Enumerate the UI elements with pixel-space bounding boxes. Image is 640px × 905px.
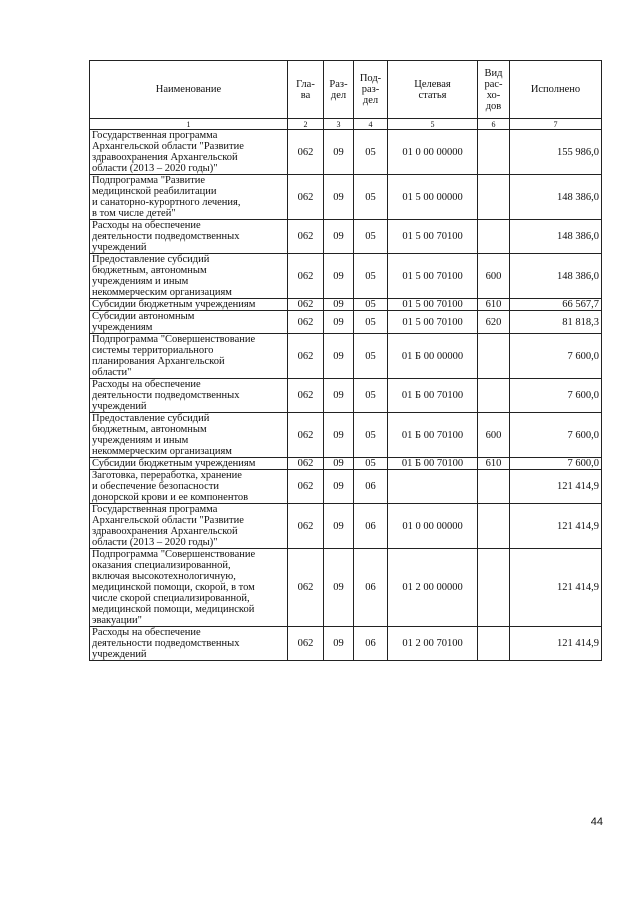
cell-amount: 121 414,9	[510, 470, 602, 504]
cell-glava: 062	[288, 299, 324, 311]
cell-target: 01 Б 00 70100	[388, 458, 478, 470]
cell-name: Расходы на обеспечение деятельности подведомственных учреждений	[90, 627, 288, 661]
column-number: 7	[510, 119, 602, 130]
cell-podrazdel: 05	[354, 130, 388, 175]
cell-target: 01 5 00 00000	[388, 175, 478, 220]
cell-name: Субсидии автономным учреждениям	[90, 311, 288, 334]
table-row	[90, 334, 602, 379]
cell-name: Предоставление субсидий бюджетным, автономным учреждениям и иным некоммерческим организациям	[90, 254, 288, 299]
cell-razdel: 09	[324, 458, 354, 470]
cell-vid: 620	[478, 311, 510, 334]
cell-target: 01 5 00 70100	[388, 254, 478, 299]
cell-podrazdel: 05	[354, 334, 388, 379]
cell-vid	[478, 549, 510, 627]
cell-razdel: 09	[324, 311, 354, 334]
header-target-text: Целевая статья	[414, 78, 451, 101]
cell-podrazdel: 05	[354, 254, 388, 299]
cell-name: Подпрограмма "Совершенствование оказания специализированной, включая высокотехнологичную, медицинской помощи, скорой, в том числе скорой специализированной, медицинской помощи, медицинской эвакуации"	[90, 549, 288, 627]
cell-target: 01 0 00 00000	[388, 130, 478, 175]
cell-glava: 062	[288, 379, 324, 413]
cell-amount: 148 386,0	[510, 175, 602, 220]
cell-glava: 062	[288, 413, 324, 458]
cell-vid	[478, 504, 510, 549]
table-row	[90, 458, 602, 470]
column-number: 5	[388, 119, 478, 130]
cell-glava: 062	[288, 458, 324, 470]
cell-razdel: 09	[324, 504, 354, 549]
table-row	[90, 311, 602, 334]
table-row	[90, 379, 602, 413]
cell-vid	[478, 334, 510, 379]
page-number: 44	[590, 816, 603, 828]
cell-name: Предоставление субсидий бюджетным, автономным учреждениям и иным некоммерческим организациям	[90, 413, 288, 458]
cell-name: Расходы на обеспечение деятельности подведомственных учреждений	[90, 379, 288, 413]
cell-target: 01 2 00 70100	[388, 627, 478, 661]
cell-vid	[478, 220, 510, 254]
table-row	[90, 175, 602, 220]
cell-razdel: 09	[324, 334, 354, 379]
cell-target: 01 5 00 70100	[388, 311, 478, 334]
cell-target	[388, 470, 478, 504]
column-number: 6	[478, 119, 510, 130]
cell-amount: 155 986,0	[510, 130, 602, 175]
cell-vid: 600	[478, 254, 510, 299]
cell-amount: 66 567,7	[510, 299, 602, 311]
cell-glava: 062	[288, 504, 324, 549]
cell-target: 01 5 00 70100	[388, 299, 478, 311]
cell-razdel: 09	[324, 220, 354, 254]
cell-vid	[478, 379, 510, 413]
cell-target: 01 0 00 00000	[388, 504, 478, 549]
header-glava-text: Гла- ва	[296, 78, 315, 101]
cell-razdel: 09	[324, 549, 354, 627]
cell-podrazdel: 06	[354, 627, 388, 661]
table-row	[90, 413, 602, 458]
cell-name: Субсидии бюджетным учреждениям	[90, 458, 288, 470]
header-razdel	[324, 61, 354, 119]
cell-vid	[478, 175, 510, 220]
cell-target: 01 Б 00 70100	[388, 379, 478, 413]
cell-target: 01 2 00 00000	[388, 549, 478, 627]
cell-amount: 121 414,9	[510, 504, 602, 549]
cell-razdel: 09	[324, 379, 354, 413]
table-row	[90, 220, 602, 254]
header-podrazdel	[354, 61, 388, 119]
cell-amount: 7 600,0	[510, 334, 602, 379]
cell-target: 01 5 00 70100	[388, 220, 478, 254]
cell-podrazdel: 05	[354, 220, 388, 254]
header-target	[388, 61, 478, 119]
cell-name: Государственная программа Архангельской области "Развитие здравоохранения Архангельской области (2013 – 2020 годы)"	[90, 504, 288, 549]
cell-glava: 062	[288, 130, 324, 175]
cell-vid	[478, 627, 510, 661]
header-executed	[510, 61, 602, 119]
cell-glava: 062	[288, 334, 324, 379]
cell-vid: 600	[478, 413, 510, 458]
table-row	[90, 470, 602, 504]
cell-name: Заготовка, переработка, хранение и обеспечение безопасности донорской крови и ее компонентов	[90, 470, 288, 504]
cell-target: 01 Б 00 70100	[388, 413, 478, 458]
cell-name: Субсидии бюджетным учреждениям	[90, 299, 288, 311]
column-number: 3	[324, 119, 354, 130]
table-body	[90, 130, 602, 661]
cell-vid	[478, 470, 510, 504]
table-row	[90, 130, 602, 175]
table-row	[90, 299, 602, 311]
header-name-text: Наименование	[155, 84, 222, 95]
cell-name: Государственная программа Архангельской области "Развитие здравоохранения Архангельской области (2013 – 2020 годы)"	[90, 130, 288, 175]
cell-amount: 148 386,0	[510, 220, 602, 254]
table-row	[90, 504, 602, 549]
header-vid-text: Вид рас- хо- дов	[484, 67, 503, 112]
header-podrazdel-text: Под- раз- дел	[359, 73, 382, 106]
cell-razdel: 09	[324, 299, 354, 311]
cell-podrazdel: 05	[354, 299, 388, 311]
cell-amount: 121 414,9	[510, 627, 602, 661]
cell-vid	[478, 130, 510, 175]
cell-name: Расходы на обеспечение деятельности подведомственных учреждений	[90, 220, 288, 254]
header-vid	[478, 61, 510, 119]
header-name	[90, 61, 288, 119]
cell-glava: 062	[288, 220, 324, 254]
cell-name: Подпрограмма "Развитие медицинской реабилитации и санаторно-курортного лечения, в том числе детей"	[90, 175, 288, 220]
table-row	[90, 549, 602, 627]
cell-podrazdel: 06	[354, 470, 388, 504]
cell-glava: 062	[288, 627, 324, 661]
column-number: 1	[90, 119, 288, 130]
budget-table	[89, 60, 602, 661]
cell-glava: 062	[288, 254, 324, 299]
header-glava	[288, 61, 324, 119]
cell-glava: 062	[288, 175, 324, 220]
cell-razdel: 09	[324, 413, 354, 458]
cell-podrazdel: 06	[354, 549, 388, 627]
table-row	[90, 627, 602, 661]
cell-podrazdel: 05	[354, 413, 388, 458]
column-number: 2	[288, 119, 324, 130]
cell-vid: 610	[478, 458, 510, 470]
cell-glava: 062	[288, 470, 324, 504]
header-executed-text: Исполнено	[530, 84, 581, 95]
cell-razdel: 09	[324, 175, 354, 220]
cell-name: Подпрограмма "Совершенствование системы территориального планирования Архангельской области"	[90, 334, 288, 379]
cell-amount: 81 818,3	[510, 311, 602, 334]
column-number: 4	[354, 119, 388, 130]
cell-amount: 7 600,0	[510, 379, 602, 413]
cell-razdel: 09	[324, 627, 354, 661]
table-row	[90, 254, 602, 299]
cell-razdel: 09	[324, 254, 354, 299]
cell-glava: 062	[288, 549, 324, 627]
cell-amount: 7 600,0	[510, 458, 602, 470]
column-number-row	[90, 119, 602, 130]
cell-podrazdel: 05	[354, 379, 388, 413]
cell-amount: 121 414,9	[510, 549, 602, 627]
cell-amount: 7 600,0	[510, 413, 602, 458]
cell-podrazdel: 05	[354, 175, 388, 220]
cell-podrazdel: 06	[354, 504, 388, 549]
cell-podrazdel: 05	[354, 458, 388, 470]
cell-vid: 610	[478, 299, 510, 311]
cell-podrazdel: 05	[354, 311, 388, 334]
cell-razdel: 09	[324, 470, 354, 504]
cell-glava: 062	[288, 311, 324, 334]
header-razdel-text: Раз- дел	[329, 78, 348, 101]
cell-target: 01 Б 00 00000	[388, 334, 478, 379]
cell-amount: 148 386,0	[510, 254, 602, 299]
header-row	[90, 61, 602, 119]
cell-razdel: 09	[324, 130, 354, 175]
